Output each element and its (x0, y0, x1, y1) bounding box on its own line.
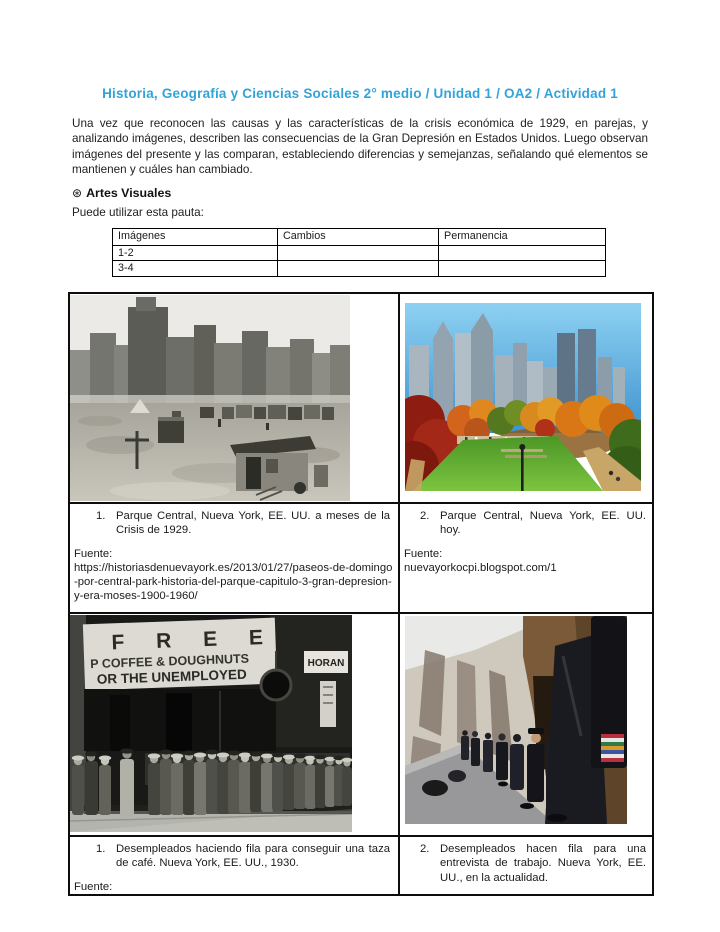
page-title: Historia, Geografía y Ciencias Sociales 2° medio / Unidad 1 / OA2 / Actividad 1 (102, 86, 618, 101)
pauta-row1-label: 1-2 (113, 246, 278, 261)
image-comparison-table (68, 292, 654, 896)
breadline-sign-line2: P COFFEE & DOUGHNUTS (90, 651, 250, 672)
pauta-header-imagenes: Imágenes (113, 229, 278, 246)
caption-number: 1. (96, 843, 106, 856)
caption-number: 2. (420, 510, 430, 523)
gallery-caption-cell-2 (399, 503, 653, 613)
horan-sign-text: HORAN (307, 658, 345, 670)
gallery-image-cell-4 (399, 613, 653, 836)
section-heading-artes-visuales (72, 186, 648, 200)
source-label: Fuente: (74, 880, 113, 893)
gallery-image-cell-2 (399, 293, 653, 503)
breadline-sign-line1: F R E E (111, 625, 277, 655)
source-label: Fuente: (404, 547, 443, 560)
source-block (404, 547, 648, 575)
pauta-row2-permanencia-cell (439, 261, 606, 277)
photo-central-park-1929 (70, 295, 350, 501)
pauta-row2-cambios-cell (278, 261, 439, 277)
gallery-caption-cell-1 (69, 503, 399, 613)
caption-text: Parque Central, Nueva York, EE. UU. hoy. (440, 510, 646, 537)
gallery-caption-cell-3 (69, 836, 399, 895)
source-block (74, 880, 394, 894)
gallery-image-cell-1 (69, 293, 399, 503)
caption-text: Desempleados hacen fila para una entrevista de trabajo. Nueva York, EE. UU., en la actualidad. (440, 843, 646, 884)
section-heading-label: Artes Visuales (86, 186, 172, 201)
caption-number: 1. (96, 510, 106, 523)
pauta-row1-permanencia-cell (439, 246, 606, 261)
source-block (74, 547, 394, 604)
striped-scarves (601, 734, 624, 762)
caption-text: Desempleados haciendo fila para conseguir una taza de café. Nueva York, EE. UU., 1930. (116, 843, 390, 870)
photo-central-park-today (405, 303, 641, 491)
pauta-header-cambios: Cambios (278, 229, 439, 246)
pauta-instruction: Puede utilizar esta pauta: (72, 206, 204, 220)
caption-text: Parque Central, Nueva York, EE. UU. a meses de la Crisis de 1929. (116, 510, 390, 537)
source-url: https://historiasdenuevayork.es/2013/01/27/paseos-de-domingo-por-central-park-historia-del-parque-capitulo-3-gran-depresion-y-era-moses-1900-1960/ (74, 561, 393, 603)
artes-visuales-icon: ⊛ (72, 186, 83, 201)
source-url: nuevayorkocpi.blogspot.com/1 (404, 561, 557, 574)
caption-number: 2. (420, 843, 430, 856)
pauta-header-permanencia: Permanencia (439, 229, 606, 246)
photo-breadline-1930 (70, 615, 352, 832)
pauta-row2-label: 3-4 (113, 261, 278, 277)
photo-queue-today (405, 616, 627, 824)
gallery-caption-cell-4 (399, 836, 653, 895)
source-label: Fuente: (74, 547, 113, 560)
gallery-image-cell-3 (69, 613, 399, 836)
breadline-sign-line3: OR THE UNEMPLOYED (96, 666, 247, 688)
pauta-table (112, 228, 606, 277)
pauta-row1-cambios-cell (278, 246, 439, 261)
activity-instructions: Una vez que reconocen las causas y las características de la crisis económica de 1929, en parejas, y analizando imágenes, describen las consecuencias de la Gran Depresión en Estados Unidos. Luego observan imágenes del presente y las comparan, estableciendo diferencias y semejanzas, señalando qué elementos se mantienen y cuáles han cambiado. (72, 117, 648, 176)
